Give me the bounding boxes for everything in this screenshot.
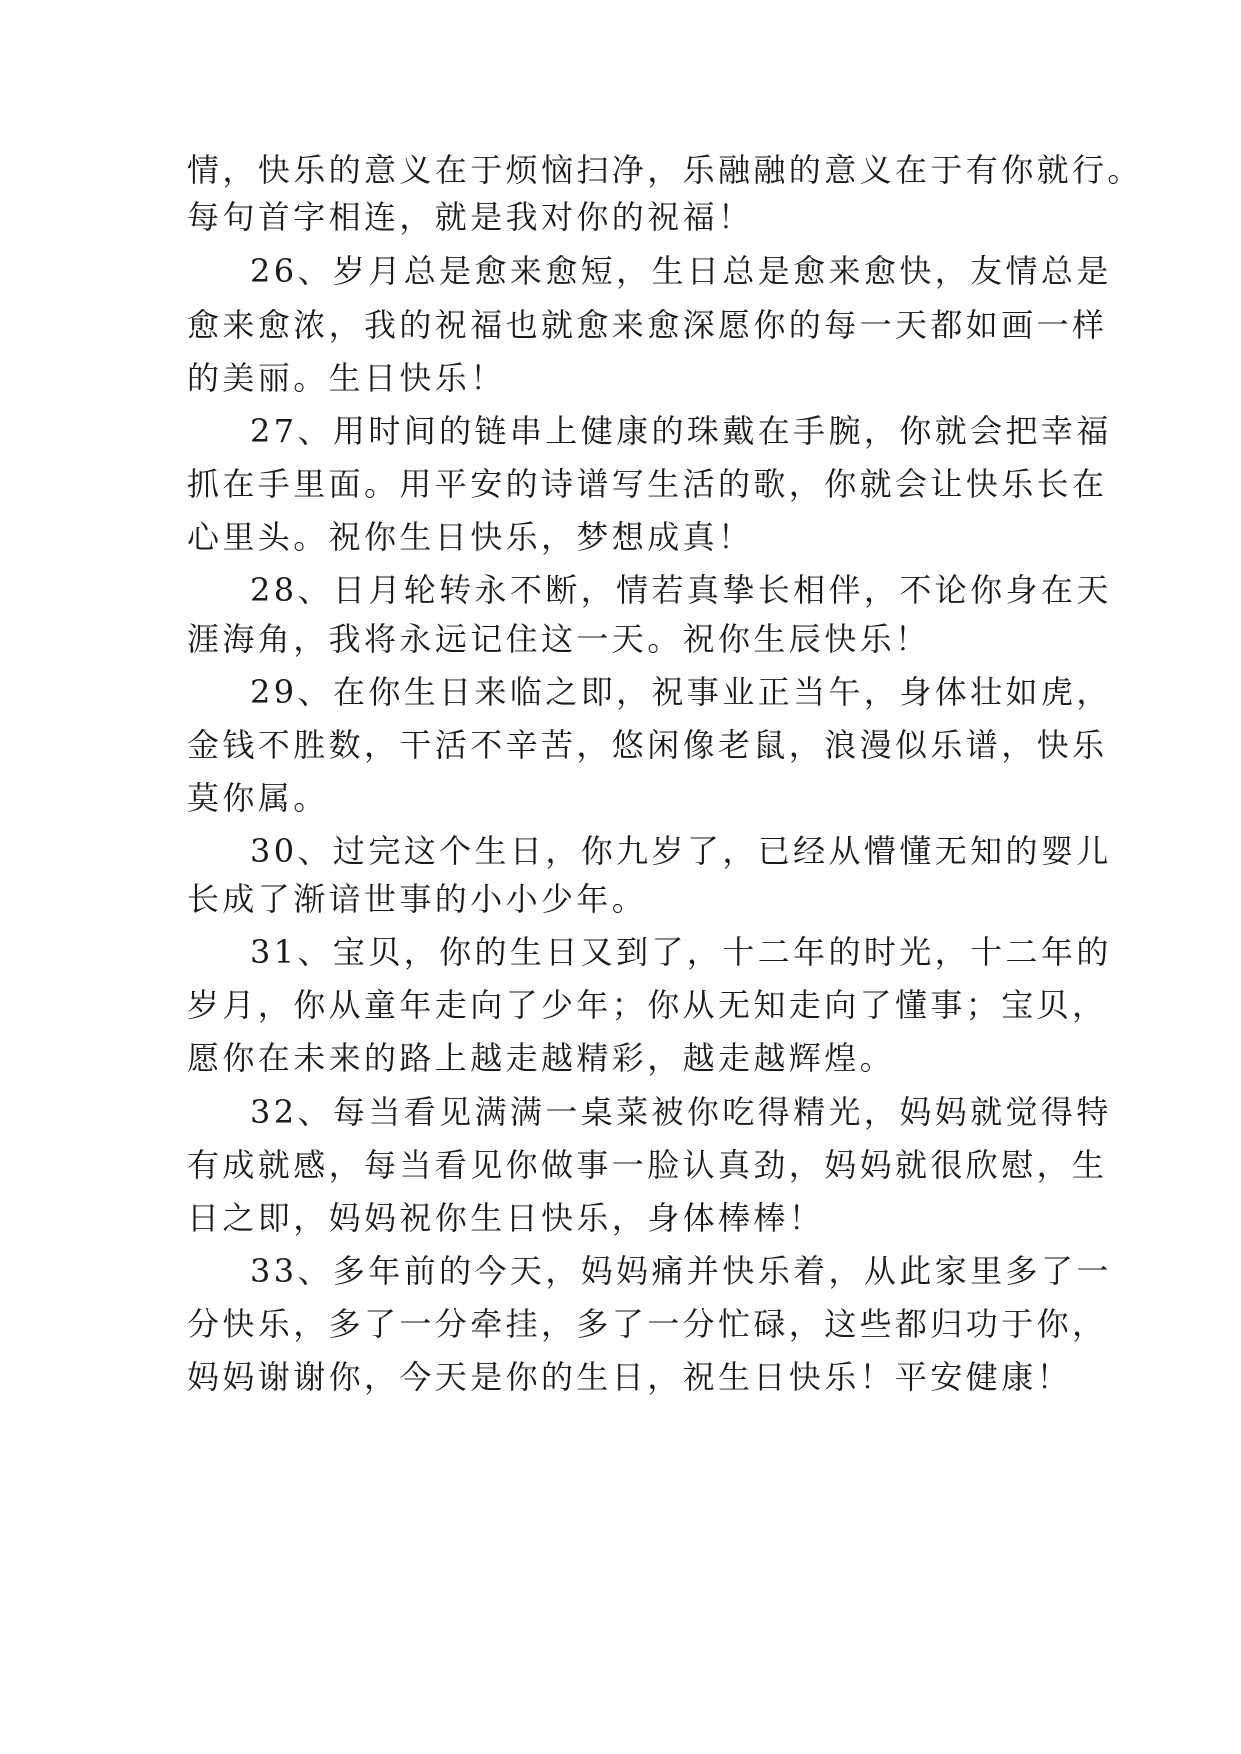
paragraph-30-line-2: 长成了渐谙世事的小小少年。 bbox=[187, 880, 648, 918]
paragraph-31-line-3: 愿你在未来的路上越走越精彩，越走越辉煌。 bbox=[187, 1039, 896, 1077]
paragraph-33-line-1: 33、多年前的今天，妈妈痛并快乐着，从此家里多了一 bbox=[250, 1252, 1112, 1290]
paragraph-25-line-1: 情，快乐的意义在于烦恼扫净，乐融融的意义在于有你就行。 bbox=[187, 151, 1143, 189]
paragraph-32-line-2: 有成就感，每当看见你做事一脸认真劲，妈妈就很欣慰，生 bbox=[187, 1146, 1108, 1184]
paragraph-31-line-1: 31、宝贝，你的生日又到了，十二年的时光，十二年的 bbox=[250, 933, 1112, 971]
paragraph-30-line-1: 30、过完这个生日，你九岁了，已经从懵懂无知的婴儿 bbox=[250, 832, 1112, 870]
paragraph-27-line-3: 心里头。祝你生日快乐，梦想成真！ bbox=[187, 518, 754, 556]
paragraph-29-line-3: 莫你属。 bbox=[187, 779, 329, 817]
paragraph-28-line-1: 28、日月轮转永不断，情若真挚长相伴，不论你身在天 bbox=[250, 571, 1112, 609]
paragraph-27-line-1: 27、用时间的链串上健康的珠戴在手腕，你就会把幸福 bbox=[250, 412, 1112, 450]
paragraph-26-line-1: 26、岁月总是愈来愈短，生日总是愈来愈快，友情总是 bbox=[250, 252, 1112, 290]
paragraph-31-line-2: 岁月，你从童年走向了少年；你从无知走向了懂事；宝贝， bbox=[187, 986, 1108, 1024]
paragraph-32-line-1: 32、每当看见满满一桌菜被你吃得精光，妈妈就觉得特 bbox=[250, 1093, 1112, 1131]
paragraph-29-line-1: 29、在你生日来临之即，祝事业正当午，身体壮如虎， bbox=[250, 673, 1112, 711]
paragraph-33-line-2: 分快乐，多了一分牵挂，多了一分忙碌，这些都归功于你， bbox=[187, 1305, 1108, 1343]
paragraph-29-line-2: 金钱不胜数，干活不辛苦，悠闲像老鼠，浪漫似乐谱，快乐 bbox=[187, 726, 1108, 764]
paragraph-25-line-2: 每句首字相连，就是我对你的祝福！ bbox=[187, 198, 754, 236]
paragraph-28-line-2: 涯海角，我将永远记住这一天。祝你生辰快乐！ bbox=[187, 620, 931, 658]
paragraph-27-line-2: 抓在手里面。用平安的诗谱写生活的歌，你就会让快乐长在 bbox=[187, 465, 1108, 503]
paragraph-26-line-2: 愈来愈浓，我的祝福也就愈来愈深愿你的每一天都如画一样 bbox=[187, 306, 1108, 344]
paragraph-33-line-3: 妈妈谢谢你，今天是你的生日，祝生日快乐！平安健康！ bbox=[187, 1358, 1073, 1396]
paragraph-26-line-3: 的美丽。生日快乐！ bbox=[187, 359, 506, 397]
paragraph-32-line-3: 日之即，妈妈祝你生日快乐，身体棒棒！ bbox=[187, 1199, 825, 1237]
